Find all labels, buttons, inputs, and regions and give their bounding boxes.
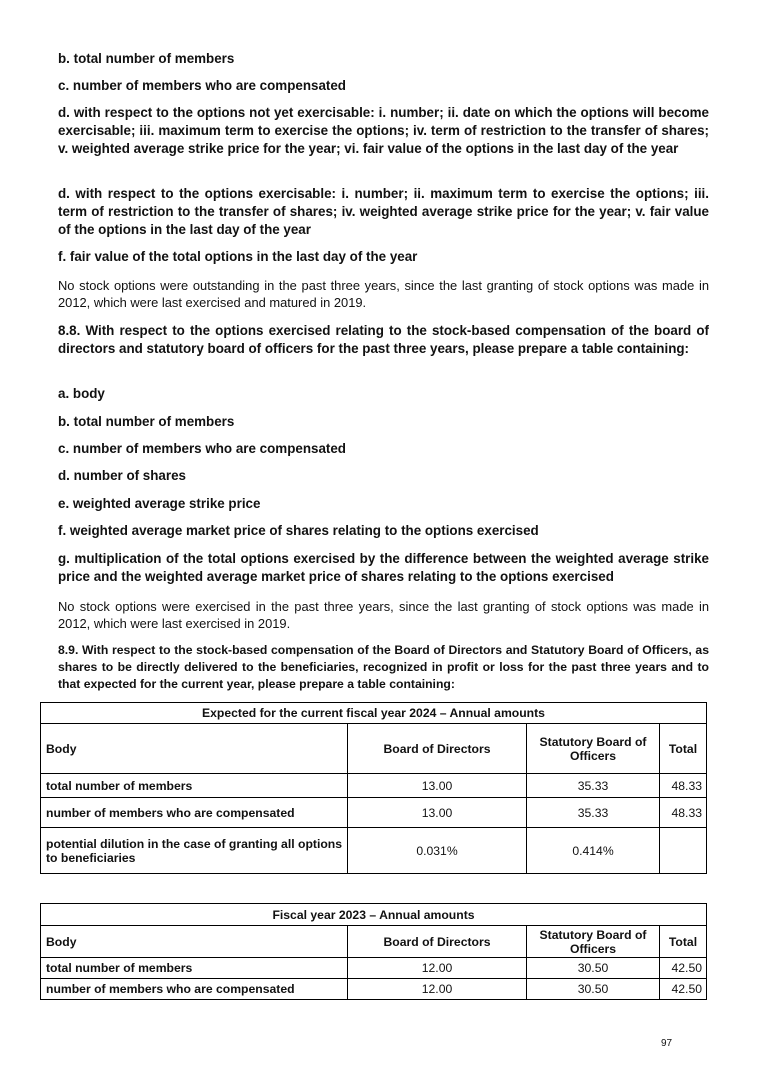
table-row bbox=[41, 828, 707, 874]
cell-value: 12.00 bbox=[348, 958, 527, 979]
row-label: number of members who are compensated bbox=[41, 979, 348, 1000]
col-statutory-board: Statutory Board of Officers bbox=[527, 926, 660, 958]
item-g-multiplication: g. multiplication of the total options exercised by the difference between the weighted average strike price and the weighted average market price of shares relating to the options exercised bbox=[58, 551, 709, 584]
cell-value: 35.33 bbox=[527, 774, 660, 798]
col-statutory-board: Statutory Board of Officers bbox=[527, 724, 660, 774]
note-outstanding: No stock options were outstanding in the past three years, since the last granting of stock options was made in 2012, which were last exercised and matured in 2019. bbox=[58, 278, 709, 310]
item-d-exercisable: d. with respect to the options exercisable: i. number; ii. maximum term to exercise the options; iii. term of restriction to the transfer of shares; iv. weighted average strike price for the year; v. fair value of the options in the last day of the year bbox=[58, 186, 709, 237]
col-body: Body bbox=[41, 926, 348, 958]
row-label: total number of members bbox=[41, 958, 348, 979]
item-c: c. number of members who are compensated bbox=[58, 78, 346, 93]
cell-value: 42.50 bbox=[660, 958, 707, 979]
cell-value: 48.33 bbox=[660, 774, 707, 798]
table-row bbox=[41, 958, 707, 979]
table-title: Expected for the current fiscal year 2024 – Annual amounts bbox=[41, 703, 707, 724]
table-expected-2024 bbox=[40, 702, 707, 874]
note-exercised: No stock options were exercised in the past three years, since the last granting of stock options was made in 2012, which were last exercised in 2019. bbox=[58, 599, 709, 631]
cell-value: 13.00 bbox=[348, 798, 527, 828]
item-c-compensated: c. number of members who are compensated bbox=[58, 441, 346, 456]
cell-value: 48.33 bbox=[660, 798, 707, 828]
cell-value: 0.031% bbox=[348, 828, 527, 874]
cell-value: 0.414% bbox=[527, 828, 660, 874]
table-row bbox=[41, 798, 707, 828]
item-d-not-exercisable: d. with respect to the options not yet exercisable: i. number; ii. date on which the options will become exercisable; iii. maximum term to exercise the options; iv. term of restriction to the transfer of shares; v. weighted average strike price for the year; vi. fair value of the options in the last day of the year bbox=[58, 105, 709, 156]
cell-value: 13.00 bbox=[348, 774, 527, 798]
item-a-body: a. body bbox=[58, 386, 105, 401]
item-b-members: b. total number of members bbox=[58, 414, 235, 429]
row-label: potential dilution in the case of granting all options to beneficiaries bbox=[41, 828, 348, 874]
cell-value bbox=[660, 828, 707, 874]
col-total: Total bbox=[660, 926, 707, 958]
section-8-9-heading: 8.9. With respect to the stock-based compensation of the Board of Directors and Statutory Board of Officers, as shares to be directly delivered to the beneficiaries, recognized in profit or loss for the past three years and to that expected for the current year, please prepare a table containing: bbox=[58, 643, 709, 691]
col-board-directors: Board of Directors bbox=[348, 724, 527, 774]
row-label: number of members who are compensated bbox=[41, 798, 348, 828]
table-row bbox=[41, 774, 707, 798]
table-fiscal-2023 bbox=[40, 903, 707, 1000]
row-label: total number of members bbox=[41, 774, 348, 798]
cell-value: 35.33 bbox=[527, 798, 660, 828]
cell-value: 42.50 bbox=[660, 979, 707, 1000]
cell-value: 30.50 bbox=[527, 958, 660, 979]
section-8-8-heading: 8.8. With respect to the options exercised relating to the stock-based compensation of the board of directors and statutory board of officers for the past three years, please prepare a table containing: bbox=[58, 323, 709, 356]
col-body: Body bbox=[41, 724, 348, 774]
table-title: Fiscal year 2023 – Annual amounts bbox=[41, 904, 707, 926]
col-total: Total bbox=[660, 724, 707, 774]
page-number: 97 bbox=[661, 1038, 673, 1049]
item-d-shares: d. number of shares bbox=[58, 468, 186, 483]
item-e-strike: e. weighted average strike price bbox=[58, 496, 261, 511]
table-row bbox=[41, 979, 707, 1000]
col-board-directors: Board of Directors bbox=[348, 926, 527, 958]
cell-value: 12.00 bbox=[348, 979, 527, 1000]
item-b: b. total number of members bbox=[58, 51, 235, 66]
cell-value: 30.50 bbox=[527, 979, 660, 1000]
item-f-market: f. weighted average market price of shares relating to the options exercised bbox=[58, 523, 539, 538]
item-f-fair-value: f. fair value of the total options in the last day of the year bbox=[58, 249, 418, 264]
